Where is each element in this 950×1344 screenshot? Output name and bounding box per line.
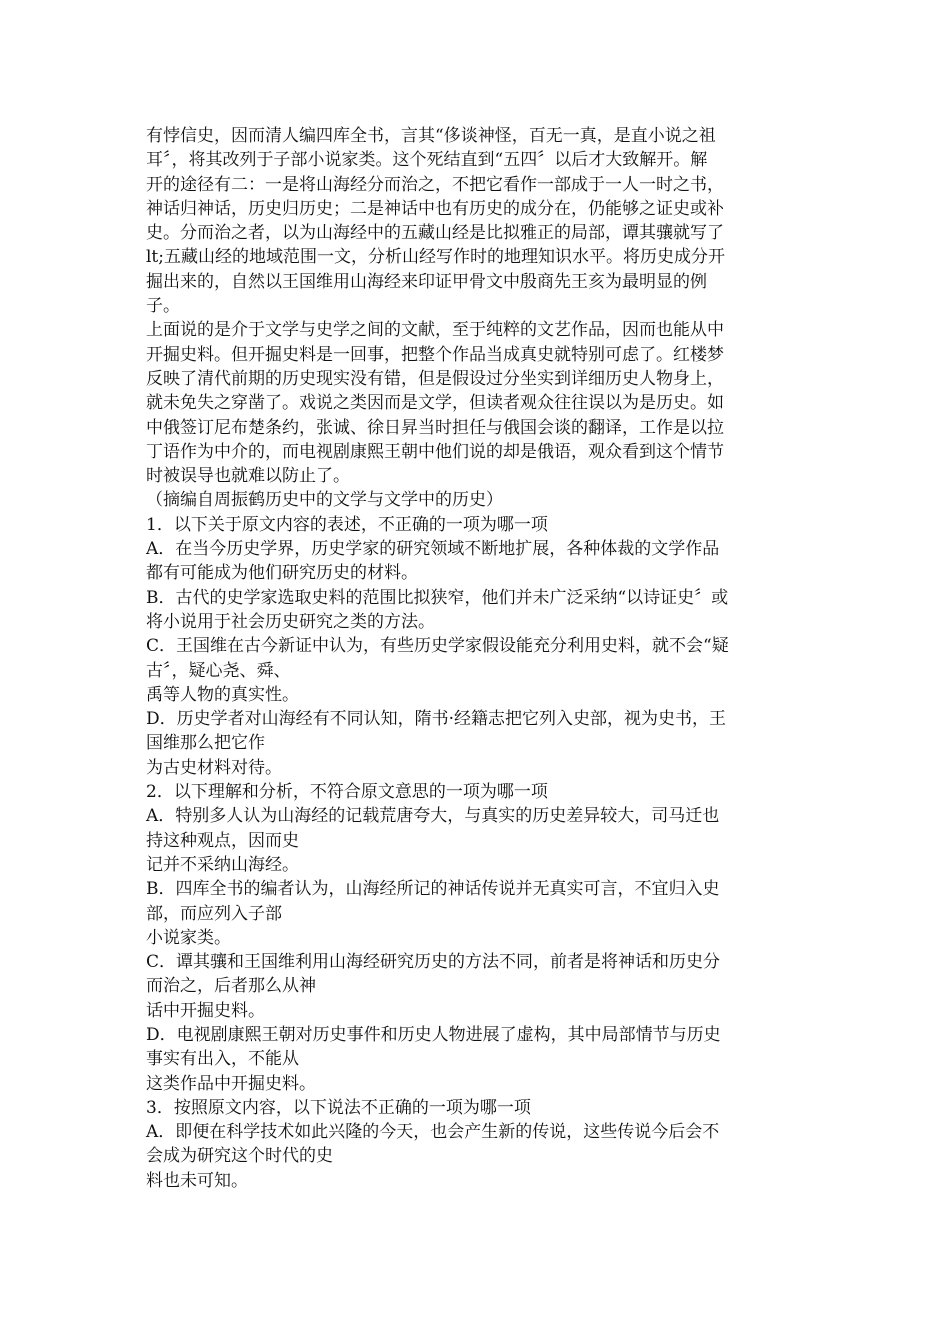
text-line: 中俄签订尼布楚条约，张诚、徐日昇当时担任与俄国会谈的翻译，工作是以拉 (146, 417, 724, 438)
text-line: 耳〞，将其改列于子部小说家类。这个死结直到“五四〞以后才大致解开。解 (146, 150, 708, 171)
text-line: 国维那么把它作 (146, 733, 265, 754)
text-line: 反映了清代前期的历史现实没有错，但是假设过分坐实到详细历史人物身上， (146, 368, 724, 389)
text-line: 小说家类。 (146, 927, 231, 948)
text-line: 上面说的是介于文学与史学之间的文献，至于纯粹的文艺作品，因而也能从中 (146, 320, 724, 341)
text-line: 事实有出入，不能从 (146, 1049, 299, 1070)
text-line: B．古代的史学家选取史料的范围比拟狭窄，他们并未广泛采纳“以诗证史〞或 (146, 587, 729, 608)
text-line: C．谭其骧和王国维利用山海经研究历史的方法不同，前者是将神话和历史分 (146, 952, 721, 973)
text-line: C．王国维在古今新证中认为，有些历史学家假设能充分利用史料，就不会“疑 (146, 636, 729, 657)
text-line: 持这种观点，因而史 (146, 830, 299, 851)
text-line: 1．以下关于原文内容的表述，不正确的一项为哪一项 (146, 514, 548, 535)
text-line: 这类作品中开掘史料。 (146, 1073, 316, 1094)
text-line: A．即便在科学技术如此兴隆的今天，也会产生新的传说，这些传说今后会不 (146, 1122, 720, 1143)
text-line: 子。 (146, 296, 180, 317)
text-line: 开掘史料。但开掘史料是一回事，把整个作品当成真史就特别可虑了。红楼梦 (146, 344, 724, 365)
text-line: D．电视剧康熙王朝对历史事件和历史人物进展了虚构，其中局部情节与历史 (146, 1024, 721, 1045)
text-line: lt;五藏山经的地域范围一文，分析山经写作时的地理知识水平。将历史成分开 (146, 247, 725, 268)
text-line: 就未免失之穿凿了。戏说之类因而是文学，但读者观众往往误以为是历史。如 (146, 393, 724, 414)
text-line: 3．按照原文内容，以下说法不正确的一项为哪一项 (146, 1097, 531, 1118)
text-line: 记并不采纳山海经。 (146, 854, 299, 875)
text-line: 史。分而治之者，以为山海经中的五藏山经是比拟雅正的局部，谭其骧就写了 (146, 223, 724, 244)
text-line: 而治之，后者那么从神 (146, 976, 316, 997)
text-line: （摘编自周振鹤历史中的文学与文学中的历史） (146, 490, 503, 511)
text-line: 将小说用于社会历史研究之类的方法。 (146, 611, 435, 632)
text-line: 掘出来的，自然以王国维用山海经来印证甲骨文中殷商先王亥为最明显的例 (146, 271, 707, 292)
text-line: A．在当今历史学界，历史学家的研究领域不断地扩展，各种体裁的文学作品 (146, 539, 720, 560)
text-line: 为古史材料对待。 (146, 757, 282, 778)
text-line: 话中开掘史料。 (146, 1000, 265, 1021)
text-line: 丁语作为中介的，而电视剧康熙王朝中他们说的却是俄语，观众看到这个情节 (146, 441, 724, 462)
text-line: B．四库全书的编者认为，山海经所记的神话传说并无真实可言，不宜归入史 (146, 879, 720, 900)
text-line: 部，而应列入子部 (146, 903, 282, 924)
text-line: D．历史学者对山海经有不同认知，隋书·经籍志把它列入史部，视为史书，王 (146, 709, 727, 730)
document-body (146, 124, 806, 1193)
text-line: A．特别多人认为山海经的记载荒唐夸大，与真实的历史差异较大，司马迁也 (146, 806, 720, 827)
text-line: 料也未可知。 (146, 1170, 248, 1191)
text-line: 禹等人物的真实性。 (146, 684, 299, 705)
text-line: 古〞，疑心尧、舜、 (146, 660, 291, 681)
text-line: 神话归神话，历史归历史；二是神话中也有历史的成分在，仍能够之证史或补 (146, 198, 724, 219)
text-line: 会成为研究这个时代的史 (146, 1146, 333, 1167)
text-line: 有悖信史，因而清人编四库全书，言其“侈谈神怪，百无一真，是直小说之祖 (146, 126, 716, 146)
text-line: 开的途径有二：一是将山海经分而治之，不把它看作一部成于一人一时之书， (146, 174, 724, 195)
text-line: 2．以下理解和分析，不符合原文意思的一项为哪一项 (146, 782, 548, 803)
text-line: 时被误导也就难以防止了。 (146, 466, 350, 487)
text-line: 都有可能成为他们研究历史的材料。 (146, 563, 418, 584)
